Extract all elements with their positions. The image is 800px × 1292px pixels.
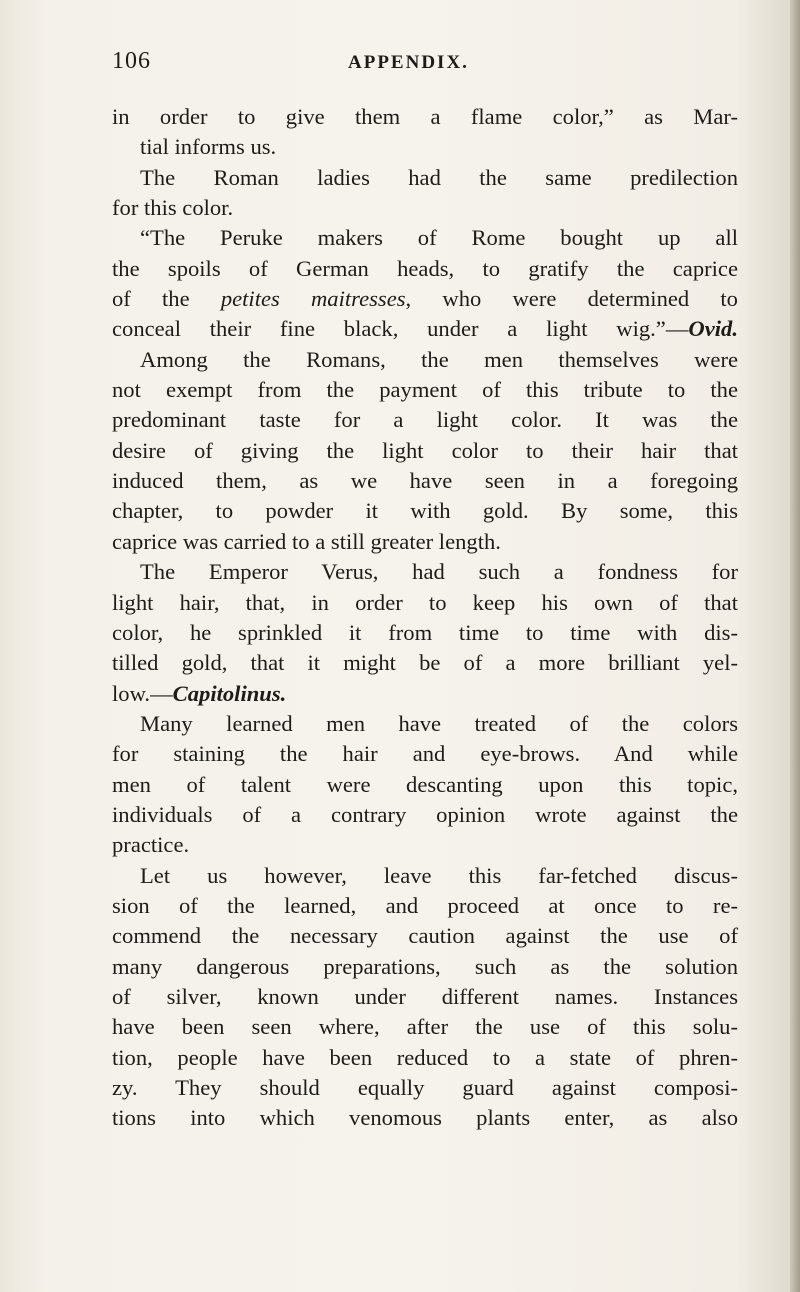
italic-phrase: petites maitresses xyxy=(220,286,406,312)
text-line xyxy=(112,679,738,709)
text-line: tilled gold, that it might be of a more brilliant yel- xyxy=(112,650,738,676)
running-head: APPENDIX. xyxy=(348,52,469,73)
text-line xyxy=(112,314,738,344)
text-line: sion of the learned, and proceed at once to re- xyxy=(112,892,738,918)
text-line: practice. xyxy=(112,832,190,858)
text-line: in order to give them a flame color,” as Mar- xyxy=(112,104,738,129)
text-line: zy. They should equally guard against composi- xyxy=(112,1075,738,1100)
text-line: for staining the hair and eye-brows. And while xyxy=(112,741,738,767)
text-line: men of talent were descanting upon this topic, xyxy=(112,771,738,797)
page-header xyxy=(112,48,738,88)
text-line: The Roman ladies had the same predilection xyxy=(140,164,738,190)
text-line: The Emperor Verus, had such a fondness for xyxy=(140,559,738,585)
text-line: tial informs us. xyxy=(140,134,277,160)
text-line: Many learned men have treated of the colors xyxy=(140,710,738,736)
text-line: tions into which venomous plants enter, as also xyxy=(112,1105,738,1131)
text-line: caprice was carried to a still greater length. xyxy=(112,528,501,554)
text-run: of the xyxy=(112,286,221,312)
text-line: chapter, to powder it with gold. By some, this xyxy=(112,498,738,524)
text-line xyxy=(112,284,738,314)
text-run: , who were determined to xyxy=(405,286,738,312)
attribution: Capitolinus. xyxy=(172,680,287,706)
body-text xyxy=(112,102,738,1134)
text-line: Let us however, leave this far-fetched discus- xyxy=(140,862,738,888)
page-edge xyxy=(790,0,800,1292)
text-line: many dangerous preparations, such as the solution xyxy=(112,953,738,979)
text-line: color, he sprinkled it from time to time with dis- xyxy=(112,619,738,645)
text-run: low.— xyxy=(112,680,173,706)
text-line: for this color. xyxy=(112,195,234,221)
text-line: induced them, as we have seen in a foregoing xyxy=(112,468,738,494)
attribution: Ovid. xyxy=(688,316,738,342)
page-number: 106 xyxy=(112,48,151,74)
text-run: conceal their fine black, under a light wig.”— xyxy=(112,316,689,342)
text-line: commend the necessary caution against the use of xyxy=(112,923,738,949)
text-line: “The Peruke makers of Rome bought up all xyxy=(140,225,738,251)
text-line: tion, people have been reduced to a state of phren- xyxy=(112,1044,738,1070)
text-line: have been seen where, after the use of this solu- xyxy=(112,1014,738,1040)
text-line: predominant taste for a light color. It was the xyxy=(112,407,738,433)
text-line: desire of giving the light color to their hair that xyxy=(112,437,738,463)
text-line: of silver, known under different names. Instances xyxy=(112,983,738,1009)
text-line: the spoils of German heads, to gratify the caprice xyxy=(112,255,738,281)
text-line: Among the Romans, the men themselves were xyxy=(140,346,738,372)
text-line: light hair, that, in order to keep his own of that xyxy=(112,589,738,615)
text-line: individuals of a contrary opinion wrote against the xyxy=(112,801,738,827)
text-line: not exempt from the payment of this tribute to the xyxy=(112,377,738,403)
